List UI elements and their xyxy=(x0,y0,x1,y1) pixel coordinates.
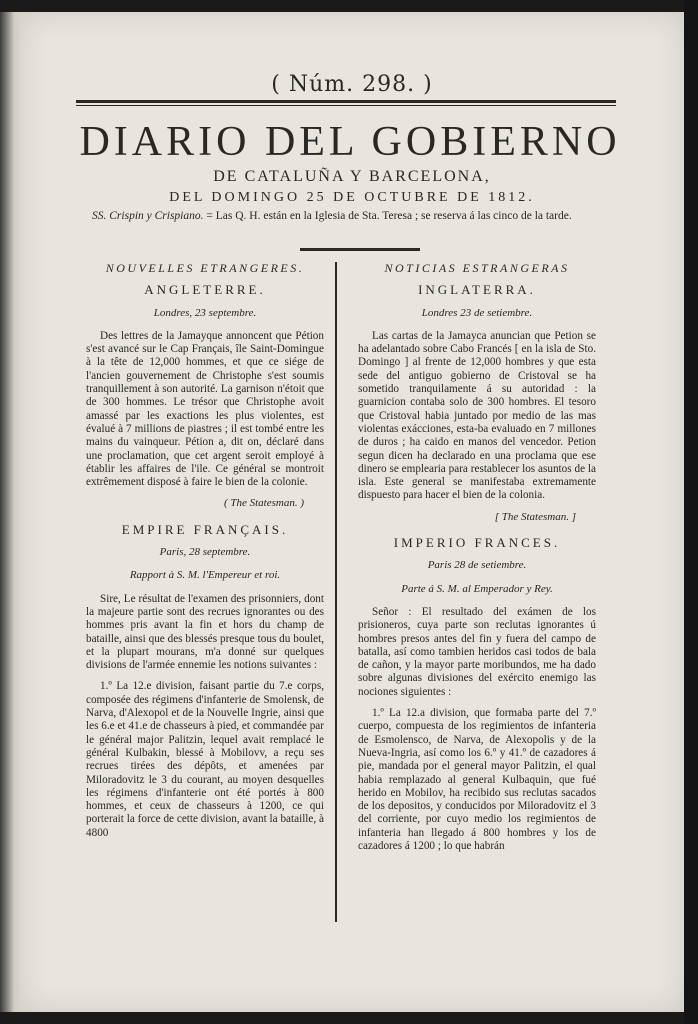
issue-dateline: DEL DOMINGO 25 DE OCTUBRE DE 1812. xyxy=(169,190,535,205)
dateline-fr-2: Paris, 28 septembre. xyxy=(159,546,251,559)
article-paragraph: Des lettres de la Jamayque annoncent que Pétion s'est avancé sur le Cap Français, île Saint-Domingue à la tête de 12,000 hommes, et que ce siége de l'ancien gouvernement de Christophe s'est soumis tranquillement à son autorité. La garnison n'étoit que de 300 hommes. Le trésor que Christophe avoit amassé par les exactions les plus violentes, est évalué à 7 millions de piastres ; il est tombé entre les mains du vainqueur. Pétion a, dit on, déclaré dans une proclamation, que cet argent seroit employé à établir les affaires de l'ile. Ce général se montroit extrêmement disposé à faire le bien de la colonie. xyxy=(86,329,324,489)
article-paragraph: Señor : El resultado del exámen de los prisioneros, cuya parte son reclutas ignorantes ú hombres presos antes del fin y fuera del campo de batalla, así como tambien heridos casi todos de bala de cañon, y la mayor parte moribundos, me ha dado sobre algunas divisiones del exército enemigo las nociones siguientes : xyxy=(358,605,596,698)
country-heading-fr-1: ANGLETERRE. xyxy=(144,282,266,298)
report-heading-es: Parte á S. M. al Emperador y Rey. xyxy=(401,582,553,595)
article-paragraph: Sire, Le résultat de l'examen des prisonniers, dont la majeure partie sont des recrues ignorantes ou des hommes pris avant la fin et hors du champ de bataille, ainsi que des blessés presque tous du boulet, et la plupart mourans, m'a donné sur quelques divisions de l'armée ennemie les notions suivantes : xyxy=(86,592,324,672)
article-paragraph: 1.º La 12.e division, faisant partie du 7.e corps, composée des régimens d'infanterie de Smolensk, de Narva, d'Alexopol et de la Nouvelle Ingrie, ainsi que les 6.e et 41.e de chasseurs à pied, et commandée par le général major Palitzin, lequel avait remplacé le général Kulbakin, blessé à Mobilovv, a reçu ses recrues tirées des dépôts, et amenées par Miloradovitz le 3 du courant, au moyen desquelles les régimens d'infanterie ont été portés à 800 hommes, et ceux de chasseurs à 1200, ce qui porterait la force de cette division, avant la bataille, à 4800 xyxy=(86,680,324,839)
article-paragraph: 1.º La 12.a division, que formaba parte del 7.º cuerpo, compuesta de los regimientos de infanteria de Esmolensco, de Narva, de Alexopolis y de la Nueva-Ingria, así como los 6.º y 41.º de cazadores á pie, mandada por el general mayor Palitzin, el qual habia remplazado al general Kulbaquin, que fué herido en Mobilov, ha recibido sus reclutas sacados de los depositos, y conducidos por Miloradovitz el 3 del corriente, por cuyo medio los regimientos de infanteria han llegado á 800 hombres y los de cazadores á 1200 ; lo que habrán xyxy=(358,707,596,852)
country-heading-es-1: INGLATERRA. xyxy=(418,282,536,298)
saints-notice xyxy=(92,209,640,223)
spanish-column xyxy=(358,262,596,861)
column-rule xyxy=(335,262,337,922)
dateline-es-2: Paris 28 de setiembre. xyxy=(427,559,527,572)
section-title-fr: NOUVELLES ETRANGERES. xyxy=(105,261,305,275)
masthead-title: DIARIO DEL GOBIERNO xyxy=(79,119,621,165)
report-heading-fr: Rapport à S. M. l'Empereur et roi. xyxy=(129,569,281,582)
scan-edge xyxy=(684,0,698,1024)
newspaper-page xyxy=(20,12,684,1012)
header-rule xyxy=(76,100,616,106)
source-credit-fr: ( The Statesman. ) xyxy=(223,497,304,510)
book-spine-shadow xyxy=(0,12,20,1012)
notice-text: = Las Q. H. están en la Iglesia de Sta. Teresa ; se reserva á las cinco de la tarde. xyxy=(206,210,572,222)
header-divider xyxy=(300,248,420,251)
source-credit-es: [ The Statesman. ] xyxy=(494,510,576,523)
french-column xyxy=(86,262,324,848)
section-title-es: NOTICIAS ESTRANGERAS xyxy=(384,261,570,275)
dateline-fr-1: Londres, 23 septembre. xyxy=(153,306,257,319)
country-heading-fr-2: EMPIRE FRANÇAIS. xyxy=(121,521,289,537)
saints-names: SS. Crispin y Crispiano. xyxy=(92,210,204,222)
article-paragraph: Las cartas de la Jamayca anuncian que Petion se ha adelantado sobre Cabo Francés [ en la isla de Sto. Domingo ] al frente de 12,000 hombres y que esta sede del antiguo gobierno de Cristoval se ha sometido tranquilamente á su autoridad : la guarnicion contaba solo de 300 hombres. El tesoro que Cristoval habia juntado por medio de las mas violentas exácciones, esta-ba evaluado en 7 millones de duros ; ha caido en manos del vencedor. Petion segun dicen ha declarado en una proclama que ese dinero se emplearia para restablecer los asuntos de la isla. Este general se manifestaba extremamente dispuesto para hacer el bien de la colonia. xyxy=(358,329,596,502)
country-heading-es-2: IMPERIO FRANCES. xyxy=(393,535,561,551)
dateline-es-1: Londres 23 de setiembre. xyxy=(421,306,533,319)
issue-number: ( Núm. 298. ) xyxy=(271,72,433,97)
masthead-subtitle: DE CATALUÑA Y BARCELONA, xyxy=(213,168,491,185)
